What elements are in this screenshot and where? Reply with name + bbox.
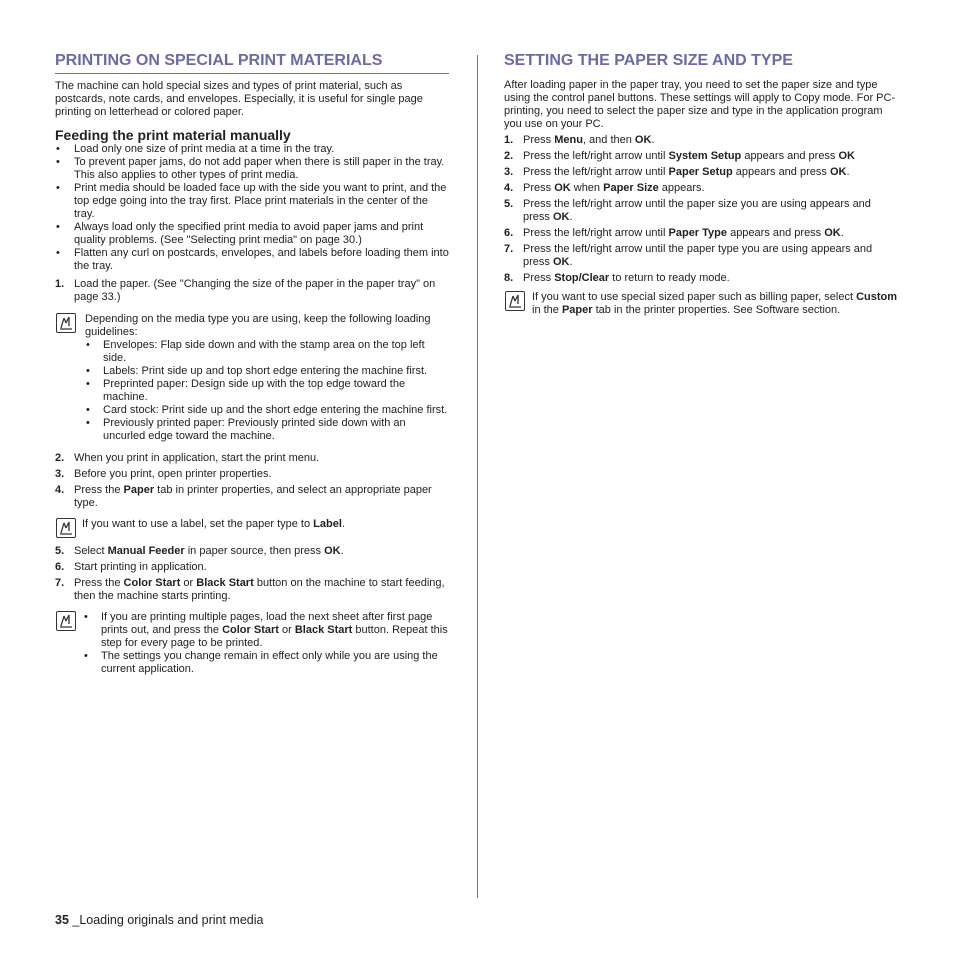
section-heading-special-materials: PRINTING ON SPECIAL PRINT MATERIALS — [55, 52, 449, 74]
step-item: 6. Start printing in application. — [55, 561, 207, 573]
steps-list — [504, 134, 898, 285]
step-item: 4. Press the Paper tab in printer properties, and select an appropriate paper type. — [55, 484, 432, 509]
step-item: 2. Press the left/right arrow until System Setup appears and press OK — [504, 150, 855, 162]
note-list — [85, 339, 449, 443]
list-item: • The settings you change remain in effect only while you are using the current application. — [83, 650, 449, 676]
note-list — [83, 611, 449, 676]
note-icon — [505, 291, 525, 311]
column-divider — [477, 55, 478, 898]
step-item: 6. Press the left/right arrow until Paper Type appears and press OK. — [504, 227, 844, 239]
list-item: • Always load only the specified print media to avoid paper jams and print quality problems. (See "Selecting print media" on page 30.) — [55, 221, 449, 247]
page-footer — [55, 914, 263, 927]
note-custom-paper — [504, 291, 898, 317]
step-item: 7. Press the Color Start or Black Start button on the machine to start feeding, then the machine starts printing. — [55, 577, 445, 602]
intro-paragraph: After loading paper in the paper tray, you need to set the paper size and type using the control panel buttons. These settings will apply to Copy mode. For PC-printing, you need to select the paper size and type in the application program you use on your PC. — [504, 79, 896, 130]
note-text: Depending on the media type you are using, keep the following loading guidelines: — [85, 313, 431, 338]
step-item: 4. Press OK when Paper Size appears. — [504, 182, 705, 194]
step-item: 2. When you print in application, start the print menu. — [55, 452, 320, 464]
right-column — [504, 52, 898, 317]
note-multiple-pages — [55, 611, 449, 676]
list-item: • Flatten any curl on postcards, envelopes, and labels before loading them into the tray. — [55, 247, 449, 273]
step-item: 3. Press the left/right arrow until Paper Setup appears and press OK. — [504, 166, 850, 178]
list-item: • Load only one size of print media at a time in the tray. — [55, 143, 449, 156]
list-item: • Print media should be loaded face up with the side you want to print, and the top edge going into the tray first. Place print materials in the center of the tray. — [55, 182, 449, 221]
step-item: 5. Press the left/right arrow until the paper size you are using appears and press OK. — [504, 198, 871, 223]
list-item: • Preprinted paper: Design side up with the top edge toward the machine. — [85, 378, 449, 404]
step-item: 1. Press Menu, and then OK. — [504, 134, 655, 146]
step-item: 1. Load the paper. (See "Changing the size of the paper in the paper tray" on page 33.) — [55, 278, 436, 303]
note-text: If you want to use special sized paper such as billing paper, select Custom in the Paper tab in the printer properties. See Software section. — [532, 291, 898, 316]
step-item: 7. Press the left/right arrow until the paper type you are using appears and press OK. — [504, 243, 873, 268]
note-icon — [56, 313, 76, 333]
note-media-guidelines — [55, 313, 449, 443]
steps-list-c — [55, 545, 449, 603]
list-item: • Envelopes: Flap side down and with the stamp area on the top left side. — [85, 339, 449, 365]
left-column — [55, 52, 449, 676]
list-item: • Labels: Print side up and top short edge entering the machine first. — [85, 365, 449, 378]
note-icon — [56, 611, 76, 631]
guideline-list — [55, 143, 449, 273]
note-icon — [56, 518, 76, 538]
list-item: • Previously printed paper: Previously printed side down with an uncurled edge toward the machine. — [85, 417, 449, 443]
note-text: If you want to use a label, set the paper type to Label. — [82, 518, 345, 530]
page-number: 35 — [55, 913, 69, 927]
intro-paragraph: The machine can hold special sizes and types of print material, such as postcards, note cards, and envelopes. Especially, it is useful for single page printing on letterhead or colored paper. — [55, 80, 423, 118]
list-item: • If you are printing multiple pages, load the next sheet after first page prints out, and press the Color Start or Black Start button. Repeat this step for every page to be printed. — [83, 611, 449, 650]
step-item: 3. Before you print, open printer properties. — [55, 468, 272, 480]
footer-text: _Loading originals and print media — [68, 913, 264, 927]
note-label — [55, 518, 449, 531]
section-heading-paper-size: SETTING THE PAPER SIZE AND TYPE — [504, 52, 793, 69]
steps-list-a — [55, 278, 449, 304]
step-item: 5. Select Manual Feeder in paper source, then press OK. — [55, 545, 344, 557]
steps-list-b — [55, 452, 449, 510]
subheading-manual-feed: Feeding the print material manually — [55, 127, 291, 143]
list-item: • Card stock: Print side up and the short edge entering the machine first. — [85, 404, 449, 417]
step-item: 8. Press Stop/Clear to return to ready mode. — [504, 272, 730, 284]
list-item: • To prevent paper jams, do not add paper when there is still paper in the tray. This also applies to other types of print media. — [55, 156, 449, 182]
